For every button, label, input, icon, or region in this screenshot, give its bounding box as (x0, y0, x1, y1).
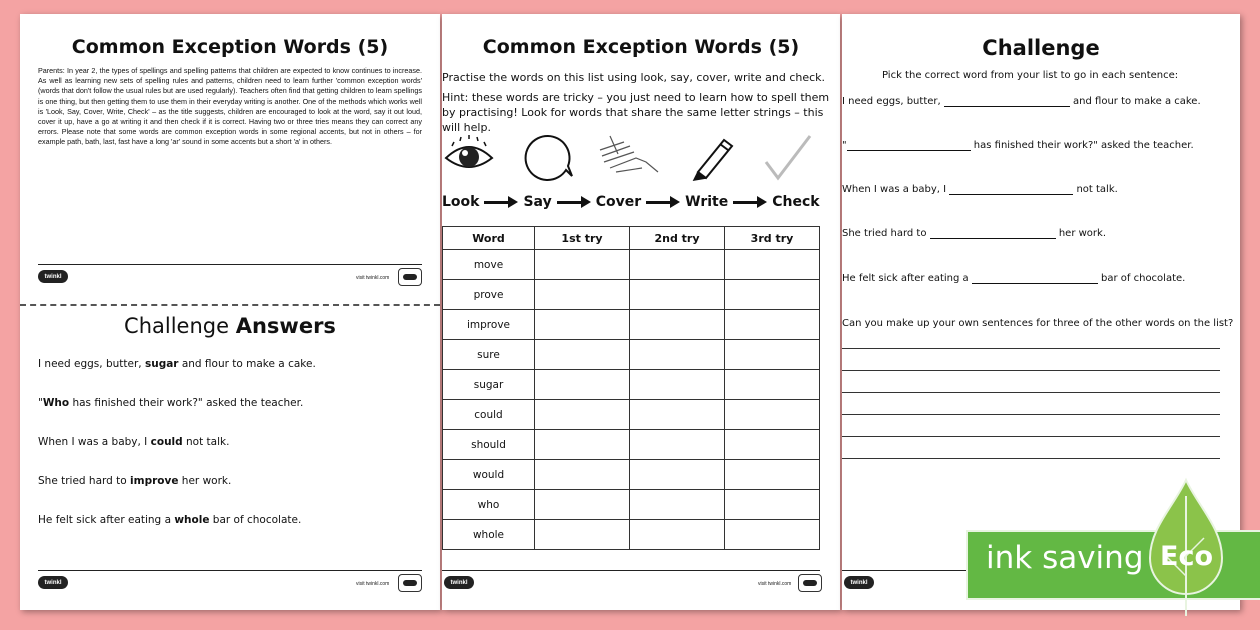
table-row (443, 370, 820, 400)
try-cell[interactable] (535, 430, 630, 460)
arrow-right-icon (557, 196, 591, 208)
answer-sentence: "Who has finished their work?" asked the teacher. (38, 397, 304, 409)
word-cell: sure (443, 340, 535, 370)
try-cell[interactable] (630, 340, 725, 370)
try-cell[interactable] (725, 400, 820, 430)
column-header: 1st try (535, 227, 630, 250)
eye-icon (444, 132, 494, 182)
answer-blank[interactable] (949, 194, 1073, 195)
award-badge-icon (398, 268, 422, 286)
try-cell[interactable] (630, 250, 725, 280)
answer-blank[interactable] (847, 150, 971, 151)
try-cell[interactable] (535, 370, 630, 400)
try-cell[interactable] (725, 370, 820, 400)
try-cell[interactable] (535, 490, 630, 520)
word-cell: could (443, 400, 535, 430)
try-cell[interactable] (725, 310, 820, 340)
pencil-icon (688, 132, 738, 182)
table-row (443, 520, 820, 550)
step-look: Look (442, 194, 480, 210)
word-cell: move (443, 250, 535, 280)
try-cell[interactable] (630, 400, 725, 430)
answer-blank[interactable] (944, 106, 1070, 107)
visit-link: visit twinkl.com (758, 581, 792, 587)
try-cell[interactable] (535, 250, 630, 280)
challenge-sentence: " has finished their work?" asked the teacher. (842, 140, 1194, 151)
try-cell[interactable] (630, 430, 725, 460)
twinkl-logo: twinkl (844, 576, 874, 589)
word-cell: improve (443, 310, 535, 340)
try-cell[interactable] (725, 340, 820, 370)
step-cover: Cover (595, 194, 642, 210)
writing-line[interactable] (842, 348, 1220, 349)
column-header: Word (443, 227, 535, 250)
hint-text: Hint: these words are tricky – you just need to learn how to spell them by practising! Look for words that share the same letter strings – this will help. (442, 91, 830, 134)
practise-instruction: Practise the words on this list using look, say, cover, write and check. (442, 71, 826, 84)
try-cell[interactable] (725, 490, 820, 520)
left-sheet-title: Common Exception Words (5) (71, 36, 389, 58)
try-cell[interactable] (630, 490, 725, 520)
challenge-sentence: When I was a baby, I not talk. (842, 184, 1118, 195)
answers-title-plain: Challenge (124, 314, 230, 338)
table-row (443, 310, 820, 340)
try-cell[interactable] (725, 520, 820, 550)
arrow-right-icon (733, 196, 767, 208)
answers-title-bold: Answers (235, 314, 336, 338)
look-say-cover-write-check-sheet (442, 14, 840, 610)
answer-sentence: He felt sick after eating a whole bar of chocolate. (38, 514, 302, 526)
writing-line[interactable] (842, 370, 1220, 371)
challenge-sentence: I need eggs, butter, and flour to make a cake. (842, 96, 1201, 107)
writing-line[interactable] (842, 414, 1220, 415)
challenge-sentence: She tried hard to her work. (842, 228, 1106, 239)
answer-sentence: I need eggs, butter, sugar and flour to make a cake. (38, 358, 316, 370)
table-row (443, 340, 820, 370)
steps-row (442, 194, 840, 210)
parent-notes-and-answers-sheet (20, 14, 440, 610)
table-row (443, 490, 820, 520)
word-cell: sugar (443, 370, 535, 400)
answer-blank[interactable] (930, 238, 1056, 239)
writing-line[interactable] (842, 436, 1220, 437)
column-header: 2nd try (630, 227, 725, 250)
middle-sheet-title: Common Exception Words (5) (482, 36, 800, 58)
tick-icon (762, 132, 814, 184)
spelling-table (442, 226, 820, 550)
try-cell[interactable] (535, 460, 630, 490)
own-sentences-prompt: Can you make up your own sentences for three of the other words on the list? (842, 318, 1234, 329)
twinkl-logo: twinkl (38, 576, 68, 589)
arrow-right-icon (484, 196, 518, 208)
parents-note: Parents: In year 2, the types of spellings and spelling patterns that children are expected to know continues to increase. As well as learning new sets of spelling rules and patterns, children need to learn further 'common exception words' (words that don't follow the usual rules but are used regularly). Teachers often find that getting children to learn spellings is one thing, but then getting them to use them in their everyday writing is another. One of the methods which works well is 'Look, Say, Cover, Write, Check' – as the title suggests, children are encouraged to look at the word, say it out loud, cover it up, have a go at writing it and then check if it is correct. Having two or three tries means they can correct any errors. Please note that some words are common exception words in some regional accents, but not in others – for example path, bath, last, fast have a long 'ar' sound in some accents but a short 'a' in others. (38, 66, 422, 147)
visit-link: visit twinkl.com (356, 581, 390, 587)
challenge-title: Challenge (982, 36, 1100, 60)
try-cell[interactable] (630, 520, 725, 550)
twinkl-logo: twinkl (38, 270, 68, 283)
try-cell[interactable] (725, 430, 820, 460)
word-cell: would (443, 460, 535, 490)
try-cell[interactable] (630, 460, 725, 490)
footer-rule (38, 264, 422, 265)
table-row (443, 460, 820, 490)
step-check: Check (772, 194, 820, 210)
speech-bubble-icon (522, 132, 574, 184)
try-cell[interactable] (725, 250, 820, 280)
try-cell[interactable] (630, 280, 725, 310)
eco-label: Eco (1160, 541, 1213, 572)
visit-link: visit twinkl.com (356, 275, 390, 281)
hand-icon (596, 132, 662, 182)
writing-line[interactable] (842, 392, 1220, 393)
ink-saving-label: ink saving (986, 540, 1144, 576)
table-row (443, 400, 820, 430)
footer-rule (442, 570, 820, 571)
answer-sentence: She tried hard to improve her work. (38, 475, 232, 487)
footer-rule (38, 570, 422, 571)
step-say: Say (523, 194, 552, 210)
table-row (443, 430, 820, 460)
word-cell: should (443, 430, 535, 460)
writing-line[interactable] (842, 458, 1220, 459)
answer-blank[interactable] (972, 283, 1098, 284)
table-row (443, 280, 820, 310)
twinkl-logo: twinkl (444, 576, 474, 589)
step-write: Write (685, 194, 729, 210)
cut-line (20, 304, 440, 306)
answer-sentence: When I was a baby, I could not talk. (38, 436, 230, 448)
try-cell[interactable] (535, 280, 630, 310)
word-cell: whole (443, 520, 535, 550)
try-cell[interactable] (535, 340, 630, 370)
try-cell[interactable] (630, 310, 725, 340)
arrow-right-icon (646, 196, 680, 208)
try-cell[interactable] (535, 310, 630, 340)
word-cell: who (443, 490, 535, 520)
award-badge-icon (398, 574, 422, 592)
answers-title (20, 314, 440, 338)
challenge-instruction: Pick the correct word from your list to go in each sentence: (882, 70, 1179, 81)
column-header: 3rd try (725, 227, 820, 250)
try-cell[interactable] (725, 280, 820, 310)
try-cell[interactable] (725, 460, 820, 490)
try-cell[interactable] (535, 400, 630, 430)
word-cell: prove (443, 280, 535, 310)
award-badge-icon (798, 574, 822, 592)
table-row (443, 250, 820, 280)
try-cell[interactable] (630, 370, 725, 400)
challenge-sentence: He felt sick after eating a bar of chocolate. (842, 273, 1186, 284)
try-cell[interactable] (535, 520, 630, 550)
